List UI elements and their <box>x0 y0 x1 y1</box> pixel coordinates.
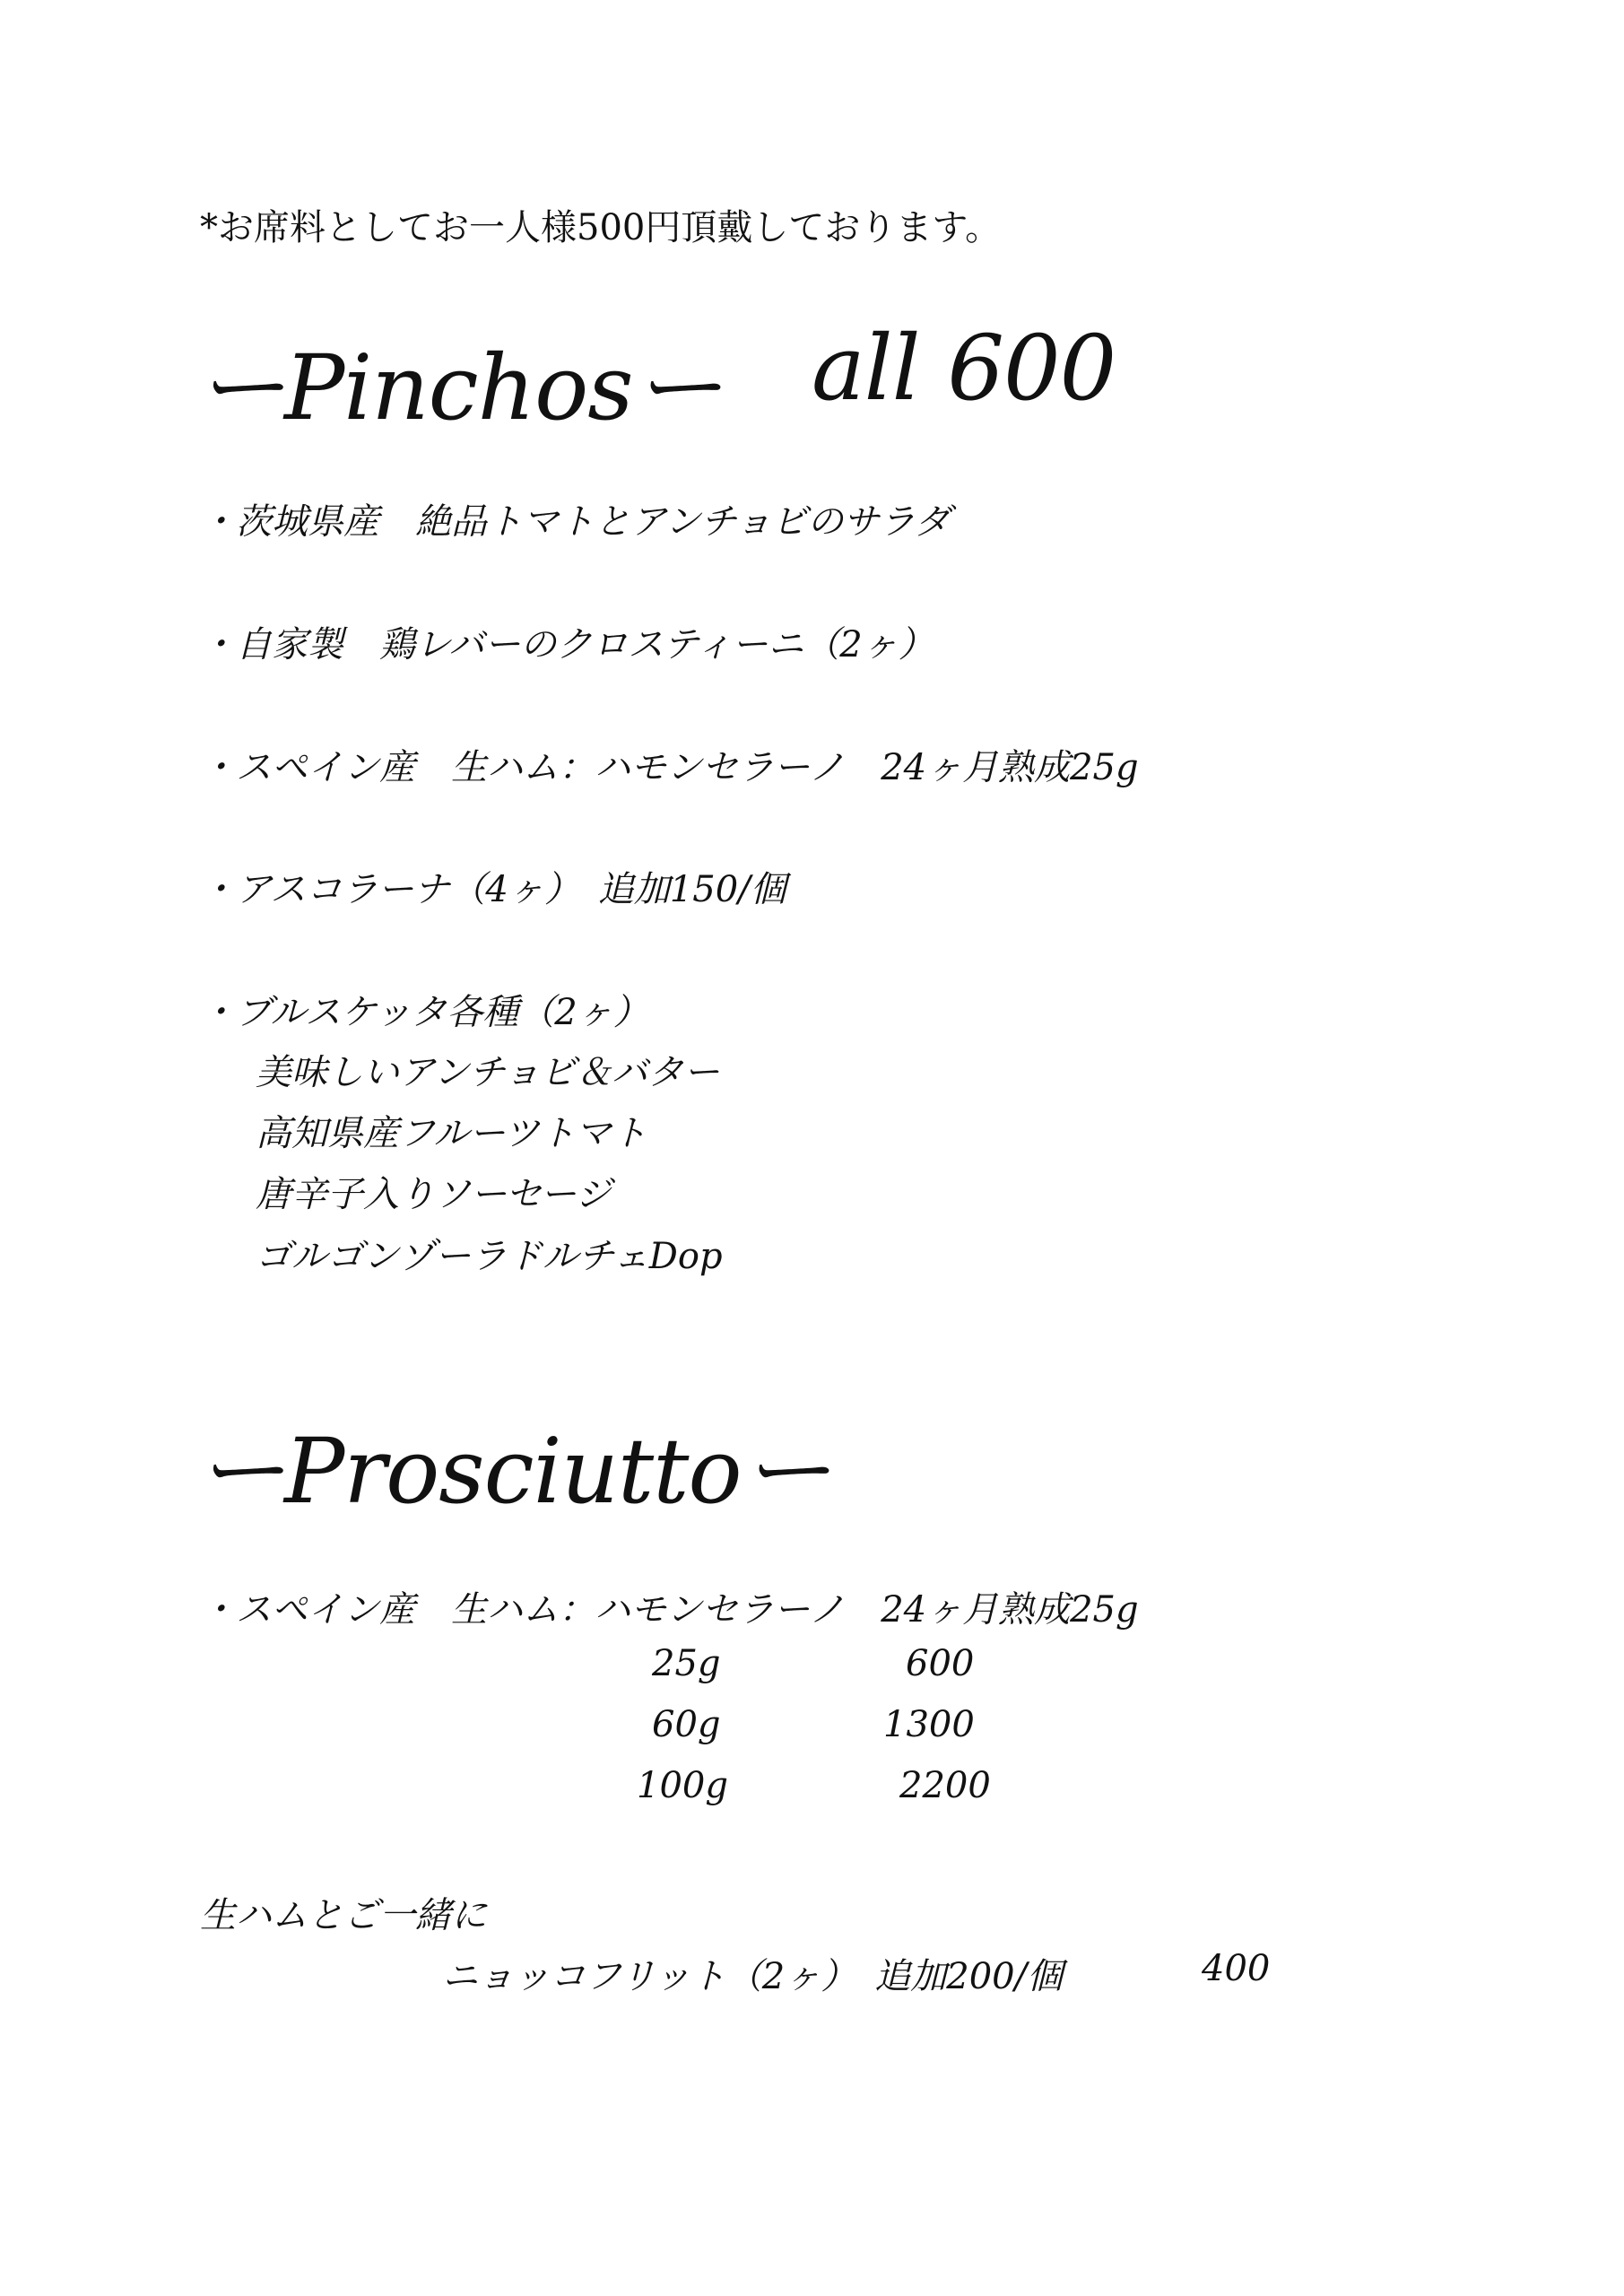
size-weight: 25g <box>652 1643 721 1684</box>
bruschetta-option: 美味しいアンチョビ＆バター <box>256 1052 720 1093</box>
menu-item: ・茨城県産 絶品トマトとアンチョビのサラダ <box>200 501 951 543</box>
menu-item: ・スペイン産 生ハム：ハモンセラーノ 24ヶ月熟成25g <box>200 747 1139 788</box>
size-weight: 100g <box>637 1765 728 1806</box>
pinchos-price-note: all 600 <box>812 316 1116 421</box>
menu-item: ・スペイン産 生ハム：ハモンセラーノ 24ヶ月熟成25g <box>200 1589 1139 1631</box>
size-price: 1300 <box>883 1704 975 1745</box>
seat-charge-notice: *お席料としてお一人様500円頂戴しております。 <box>200 207 1002 248</box>
bruschetta-option: ゴルゴンゾーラドルチェDop <box>256 1236 723 1277</box>
bruschetta-option: 唐辛子入りソーセージ <box>256 1174 612 1215</box>
size-price: 2200 <box>899 1765 991 1806</box>
prosciutto-title: ーProsciuttoー <box>195 1419 830 1524</box>
size-price: 600 <box>906 1643 975 1684</box>
menu-item: ・アスコラーナ（4ヶ） 追加150/個 <box>200 869 786 910</box>
pairing-item: ニョッコフリット（2ヶ） 追加200/個 <box>442 1956 1064 1997</box>
pairing-heading: 生ハムとご一緒に <box>200 1895 487 1936</box>
bruschetta-option: 高知県産フルーツトマト <box>256 1113 647 1154</box>
size-weight: 60g <box>652 1704 721 1745</box>
menu-item: ・ブルスケッタ各種（2ヶ） <box>200 992 649 1033</box>
pairing-price: 400 <box>1202 1948 1271 1989</box>
pinchos-title: ーPinchosー <box>195 335 722 440</box>
menu-item: ・自家製 鶏レバーのクロスティーニ（2ヶ） <box>200 624 934 665</box>
